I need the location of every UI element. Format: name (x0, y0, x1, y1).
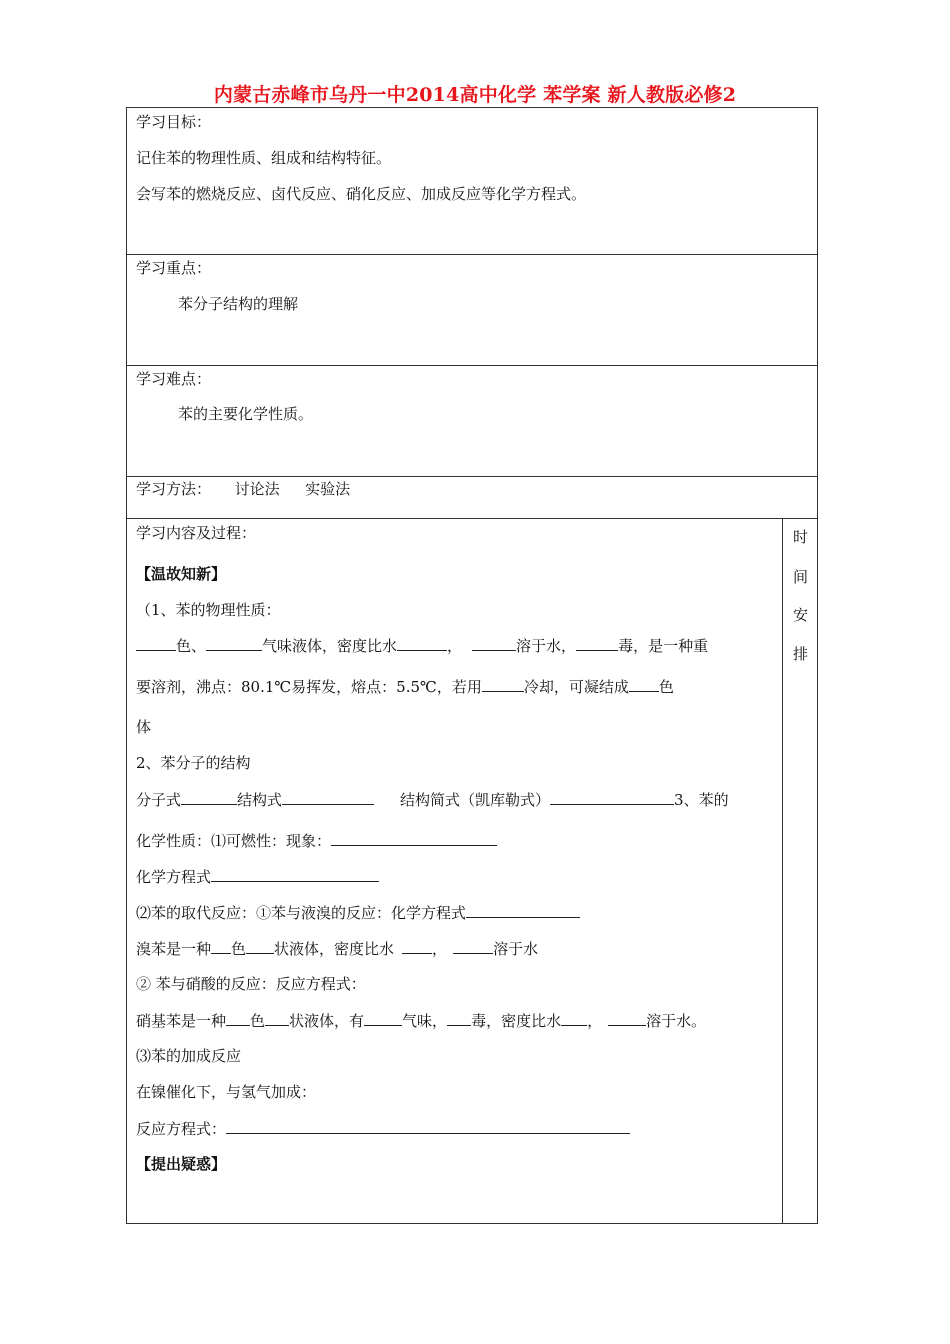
methods-row (136, 480, 350, 498)
side-char-3: 安 (793, 606, 809, 624)
method-discussion: 讨论法 (234, 480, 280, 498)
review-heading: 【温故知新】 (136, 565, 227, 583)
page-title: 内蒙古赤峰市乌丹一中2014高中化学 苯学案 新人教版必修2 (213, 84, 737, 106)
addition-condition: 在镍催化下，与氢气加成： (136, 1083, 317, 1101)
side-char-1: 时 (793, 528, 809, 546)
nitration-line: ② 苯与硝酸的反应：反应方程式： (136, 975, 366, 993)
key-points-label: 学习重点： (136, 259, 212, 277)
difficulties-text: 苯的主要化学性质。 (178, 405, 314, 423)
goals-label: 学习目标： (136, 113, 212, 131)
physical-line-2: 要溶剂，沸点：80.1℃易挥发，熔点：5.5℃，若用 冷却，可凝结成 色 (136, 678, 674, 696)
nitrobenzene-line: 硝基苯是一种 色 状液体，有 气味， 毒，密度比水 ， 溶于水。 (136, 1012, 707, 1030)
structure-heading: 2、苯分子的结构 (136, 754, 251, 772)
structure-line: 分子式 结构式 结构简式（凯库勒式） 3、苯的 (136, 791, 729, 809)
physical-line-3: 体 (136, 718, 152, 736)
side-char-4: 排 (793, 645, 809, 663)
methods-label: 学习方法： (136, 480, 212, 498)
addition-equation-line: 反应方程式： (136, 1119, 630, 1138)
goal-item-2: 会写苯的燃烧反应、卤代反应、硝化反应、加成反应等化学方程式。 (136, 185, 587, 203)
goals-cell (126, 107, 818, 255)
addition-heading: ⑶苯的加成反应 (136, 1047, 242, 1065)
key-points-text: 苯分子结构的理解 (178, 295, 299, 313)
substitution-line: ⑵苯的取代反应：①苯与液溴的反应：化学方程式 (136, 903, 580, 922)
chem-equation-line: 化学方程式 (136, 867, 379, 886)
goal-item-1: 记住苯的物理性质、组成和结构特征。 (136, 149, 392, 167)
questions-heading: 【提出疑惑】 (136, 1155, 227, 1173)
method-experiment: 实验法 (305, 480, 351, 498)
side-char-2: 间 (793, 568, 809, 586)
content-label: 学习内容及过程： (136, 524, 257, 542)
bromobenzene-line: 溴苯是一种 色 状液体，密度比水 ， 溶于水 (136, 940, 539, 958)
difficulties-label: 学习难点： (136, 370, 212, 388)
physical-properties-heading: （1、苯的物理性质： (136, 601, 281, 619)
chem-combustion-line: 化学性质：⑴可燃性：现象： (136, 831, 497, 850)
physical-line-1: 色、 气味液体，密度比水 ， 溶于水， 毒，是一种重 (136, 636, 708, 655)
